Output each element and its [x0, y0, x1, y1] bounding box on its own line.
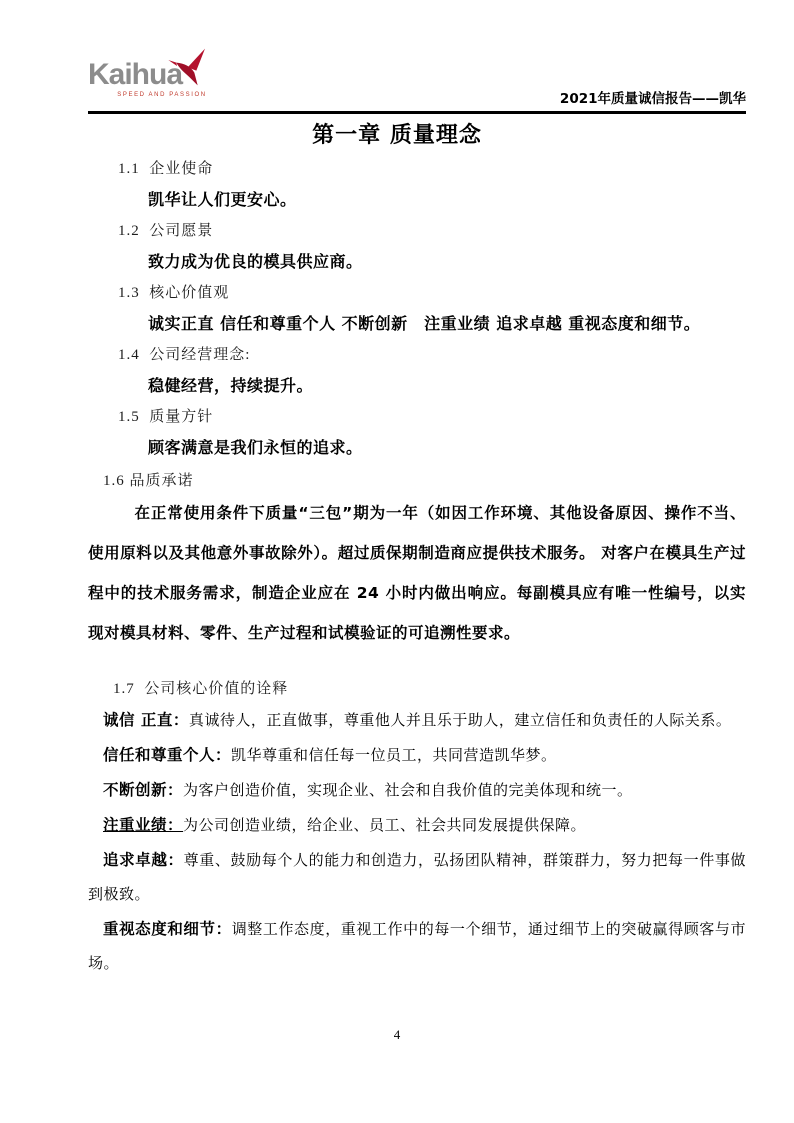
value-item-integrity [88, 703, 746, 738]
section-number: 1.4 [118, 347, 140, 363]
section-heading-label: 公司经营理念: [149, 347, 251, 363]
section-statement-1-4: 稳健经营，持续提升。 [148, 376, 314, 395]
value-item-excellence [88, 843, 746, 912]
section-heading-1-3 [118, 283, 746, 303]
section-statement-1-2: 致力成为优良的模具供应商。 [148, 252, 363, 271]
content-area [88, 148, 746, 981]
value-lead: 诚信 正直： [103, 711, 189, 729]
value-text: 为客户创造价值，实现企业、社会和自我价值的完美体现和统一。 [183, 783, 633, 799]
page-number: 4 [393, 1027, 401, 1042]
value-item-innovation [88, 773, 746, 808]
logo-tagline: SPEED AND PASSION [117, 92, 207, 98]
section-heading-label: 企业使命 [149, 161, 214, 177]
value-lead: 信任和尊重个人： [103, 746, 232, 764]
section-number: 1.6 [103, 473, 125, 489]
section-heading-label: 品质承诺 [129, 473, 194, 489]
section-heading-label: 质量方针 [149, 409, 214, 425]
section-number: 1.2 [118, 223, 140, 239]
section-heading-1-4 [118, 345, 746, 365]
value-text: 尊重、鼓励每个人的能力和创造力，弘扬团队精神，群策群力，努力把每一件事做到极致。 [88, 853, 746, 903]
section-heading-1-7 [113, 679, 746, 699]
value-item-trust-respect [88, 738, 746, 773]
value-text: 凯华尊重和信任每一位员工，共同营造凯华梦。 [231, 748, 557, 764]
page-header [88, 52, 746, 114]
section-number: 1.3 [118, 285, 140, 301]
value-text: 真诚待人，正直做事，尊重他人并且乐于助人，建立信任和负责任的人际关系。 [188, 713, 732, 729]
value-item-performance [88, 808, 746, 843]
value-text: 调整工作态度，重视工作中的每一个细节，通过细节上的突破赢得顾客与市场。 [88, 922, 746, 972]
core-values-list [88, 703, 746, 981]
quality-commitment-paragraph: 在正常使用条件下质量“三包”期为一年（如因工作环境、其他设备原因、操作不当、使用原料以及其他意外事故除外）。超过质保期制造商应提供技术服务。 对客户在模具生产过程中的技术服务需求，制造企业应在 24 小时内做出响应。每副模具应有唯一性编号，以实现对模具材料、零件、生产过程和试模验证的可追溯性要求。 [88, 504, 746, 642]
value-item-attitude-details [88, 912, 746, 981]
value-text: 为公司创造业绩，给企业、员工、社会共同发展提供保障。 [183, 818, 587, 834]
section-statement-1-1: 凯华让人们更安心。 [148, 190, 297, 209]
report-header-title: 2021年质量诚信报告——凯华 [559, 91, 746, 107]
section-heading-1-6 [103, 471, 746, 491]
value-lead: 追求卓越： [103, 851, 184, 869]
value-lead: 重视态度和细节： [103, 920, 232, 938]
section-heading-label: 公司愿景 [149, 223, 214, 239]
section-number: 1.5 [118, 409, 140, 425]
section-statement-1-3: 诚实正直 信任和尊重个人 不断创新 注重业绩 追求卓越 重视态度和细节。 [148, 314, 701, 333]
value-lead: 不断创新： [103, 781, 184, 799]
section-number: 1.1 [118, 161, 140, 177]
section-heading-label: 公司核心价值的诠释 [144, 681, 289, 697]
value-lead: 注重业绩： [103, 816, 184, 834]
section-statement-1-5: 顾客满意是我们永恒的追求。 [148, 438, 363, 457]
hummingbird-logo-icon [166, 48, 208, 88]
kaihua-logo [88, 52, 208, 104]
logo-brand-text: Kaihua [88, 58, 183, 91]
section-heading-1-5 [118, 407, 746, 427]
section-number: 1.7 [113, 681, 135, 697]
section-heading-1-2 [118, 221, 746, 241]
section-heading-label: 核心价值观 [149, 285, 230, 301]
section-heading-1-1 [118, 159, 746, 179]
chapter-title: 第一章 质量理念 [312, 123, 482, 148]
